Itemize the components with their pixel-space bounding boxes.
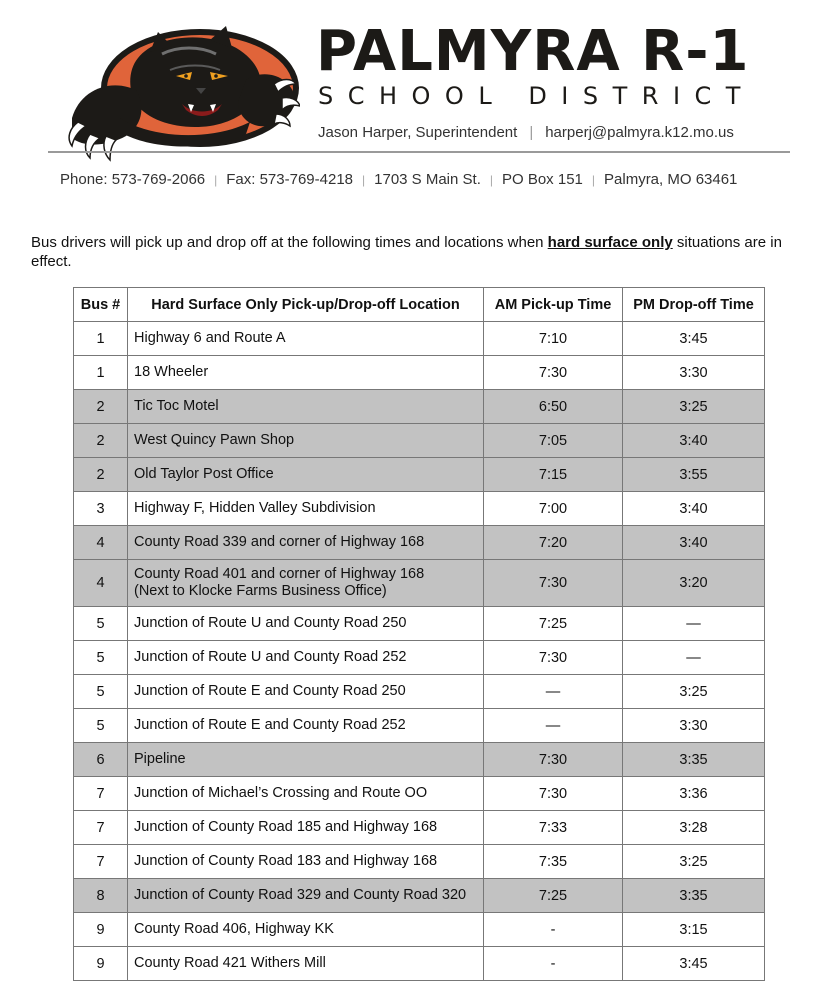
location-cell (128, 560, 484, 607)
location-cell (128, 390, 484, 424)
pm-time-cell: 3:45 (623, 947, 765, 981)
table-row (74, 458, 765, 492)
location-cell (128, 356, 484, 390)
header-am-time: AM Pick-up Time (484, 288, 623, 322)
location-cell (128, 526, 484, 560)
am-time-cell: — (484, 675, 623, 709)
bus-schedule-table (73, 287, 765, 981)
pm-time-cell: 3:36 (623, 777, 765, 811)
table-row (74, 356, 765, 390)
location-cell (128, 913, 484, 947)
location-cell (128, 607, 484, 641)
header-bus-number: Bus # (74, 288, 128, 322)
table-row (74, 607, 765, 641)
table-row (74, 777, 765, 811)
location-cell (128, 492, 484, 526)
location-cell (128, 777, 484, 811)
location-cell (128, 811, 484, 845)
district-name: PALMYRA R-1 (316, 19, 750, 84)
location-cell (128, 675, 484, 709)
am-time-cell: 7:33 (484, 811, 623, 845)
table-row (74, 879, 765, 913)
phone: Phone: 573-769-2066 (60, 171, 206, 188)
pm-time-cell: 3:35 (623, 879, 765, 913)
table-row (74, 424, 765, 458)
intro-text: Bus drivers will pick up and drop off at the following times and locations when (31, 234, 548, 251)
bus-number-cell: 5 (74, 709, 128, 743)
location-line: Old Taylor Post Office (134, 466, 274, 482)
location-line: Highway F, Hidden Valley Subdivision (134, 500, 376, 516)
location-line: Junction of County Road 185 and Highway 168 (134, 819, 438, 835)
district-subtitle: SCHOOL DISTRICT (318, 82, 755, 110)
po-box: PO Box 151 (502, 171, 583, 188)
pm-time-cell: 3:30 (623, 709, 765, 743)
header-pm-time: PM Drop-off Time (623, 288, 765, 322)
bus-number-cell: 5 (74, 607, 128, 641)
panther-mascot-icon (50, 18, 300, 168)
am-time-cell: 7:10 (484, 322, 623, 356)
table-row (74, 743, 765, 777)
location-line: Pipeline (134, 751, 186, 767)
am-time-cell: 7:25 (484, 879, 623, 913)
am-time-cell: 7:20 (484, 526, 623, 560)
location-line: County Road 406, Highway KK (134, 921, 334, 937)
panther-logo (50, 18, 300, 168)
location-line: Tic Toc Motel (134, 398, 219, 414)
bus-number-cell: 9 (74, 913, 128, 947)
pm-time-cell: 3:40 (623, 492, 765, 526)
bus-number-cell: 5 (74, 641, 128, 675)
am-time-cell: 7:35 (484, 845, 623, 879)
am-time-cell: 6:50 (484, 390, 623, 424)
location-line: Junction of Route E and County Road 250 (134, 683, 406, 699)
pm-time-cell: 3:25 (623, 675, 765, 709)
location-line: County Road 421 Withers Mill (134, 955, 326, 971)
am-time-cell: 7:30 (484, 560, 623, 607)
am-time-cell: 7:30 (484, 777, 623, 811)
pm-time-cell: 3:45 (623, 322, 765, 356)
location-cell (128, 424, 484, 458)
location-line: Junction of Route E and County Road 252 (134, 717, 406, 733)
location-line: County Road 339 and corner of Highway 168 (134, 534, 425, 550)
bus-number-cell: 2 (74, 424, 128, 458)
table-row (74, 641, 765, 675)
pm-time-cell: 3:30 (623, 356, 765, 390)
am-time-cell: 7:30 (484, 743, 623, 777)
table-row (74, 526, 765, 560)
bus-number-cell: 4 (74, 526, 128, 560)
superintendent-name: Jason Harper, Superintendent (318, 124, 518, 141)
location-cell (128, 845, 484, 879)
superintendent-email[interactable]: harperj@palmyra.k12.mo.us (545, 124, 734, 141)
am-time-cell: - (484, 913, 623, 947)
bus-number-cell: 9 (74, 947, 128, 981)
location-line: Junction of Route U and County Road 250 (134, 615, 407, 631)
location-cell (128, 947, 484, 981)
bus-number-cell: 2 (74, 458, 128, 492)
table-row (74, 845, 765, 879)
am-time-cell: 7:30 (484, 641, 623, 675)
table-row (74, 560, 765, 607)
bus-number-cell: 7 (74, 777, 128, 811)
fax: Fax: 573-769-4218 (226, 171, 354, 188)
pm-time-cell: 3:35 (623, 743, 765, 777)
pm-time-cell: 3:25 (623, 845, 765, 879)
table-row (74, 390, 765, 424)
bus-number-cell: 4 (74, 560, 128, 607)
bus-number-cell: 8 (74, 879, 128, 913)
location-line: Junction of Michael’s Crossing and Route OO (134, 785, 428, 801)
pm-time-cell: 3:25 (623, 390, 765, 424)
table-row (74, 947, 765, 981)
table-row (74, 811, 765, 845)
pm-time-cell: 3:55 (623, 458, 765, 492)
pm-time-cell: 3:28 (623, 811, 765, 845)
am-time-cell: 7:15 (484, 458, 623, 492)
am-time-cell: 7:30 (484, 356, 623, 390)
am-time-cell: 7:00 (484, 492, 623, 526)
location-line: 18 Wheeler (134, 364, 209, 380)
bus-number-cell: 6 (74, 743, 128, 777)
location-cell (128, 458, 484, 492)
header-divider (48, 151, 790, 153)
pm-time-cell: 3:40 (623, 526, 765, 560)
intro-text-end: situations are in effect. (31, 234, 782, 270)
location-cell (128, 709, 484, 743)
location-line: Junction of County Road 329 and County Road 320 (134, 887, 467, 903)
schedule-body (74, 322, 765, 981)
bus-number-cell: 3 (74, 492, 128, 526)
location-cell (128, 743, 484, 777)
address-line: Phone: 573-769-2066 | Fax: 573-769-4218 | 1703 S Main St. | PO Box 151 | Palmyra, MO 63461 (60, 171, 738, 188)
table-row (74, 492, 765, 526)
city-state-zip: Palmyra, MO 63461 (604, 171, 738, 188)
table-header-row (74, 288, 765, 322)
bus-number-cell: 5 (74, 675, 128, 709)
location-line: County Road 401 and corner of Highway 168 (134, 566, 425, 582)
street-address: 1703 S Main St. (374, 171, 481, 188)
contact-line: Jason Harper, Superintendent | harperj@palmyra.k12.mo.us (318, 124, 734, 141)
table-row (74, 913, 765, 947)
location-cell (128, 322, 484, 356)
intro-paragraph (31, 233, 826, 271)
location-line: Junction of County Road 183 and Highway 168 (134, 853, 438, 869)
am-time-cell: 7:05 (484, 424, 623, 458)
location-line: Junction of Route U and County Road 252 (134, 649, 407, 665)
location-cell (128, 641, 484, 675)
bus-number-cell: 1 (74, 322, 128, 356)
pm-time-cell: 3:20 (623, 560, 765, 607)
pm-time-cell: 3:15 (623, 913, 765, 947)
table-row (74, 709, 765, 743)
bus-number-cell: 7 (74, 811, 128, 845)
intro-emphasis: hard surface only (547, 234, 673, 251)
location-line: Highway 6 and Route A (134, 330, 286, 346)
pm-time-cell: — (623, 607, 765, 641)
location-note: (Next to Klocke Farms Business Office) (134, 583, 387, 599)
am-time-cell: - (484, 947, 623, 981)
bus-number-cell: 1 (74, 356, 128, 390)
location-line: West Quincy Pawn Shop (134, 432, 295, 448)
pm-time-cell: 3:40 (623, 424, 765, 458)
am-time-cell: — (484, 709, 623, 743)
table-row (74, 322, 765, 356)
table-row (74, 675, 765, 709)
header-location: Hard Surface Only Pick-up/Drop-off Location (128, 288, 484, 322)
am-time-cell: 7:25 (484, 607, 623, 641)
bus-number-cell: 2 (74, 390, 128, 424)
bus-number-cell: 7 (74, 845, 128, 879)
location-cell (128, 879, 484, 913)
pm-time-cell: — (623, 641, 765, 675)
